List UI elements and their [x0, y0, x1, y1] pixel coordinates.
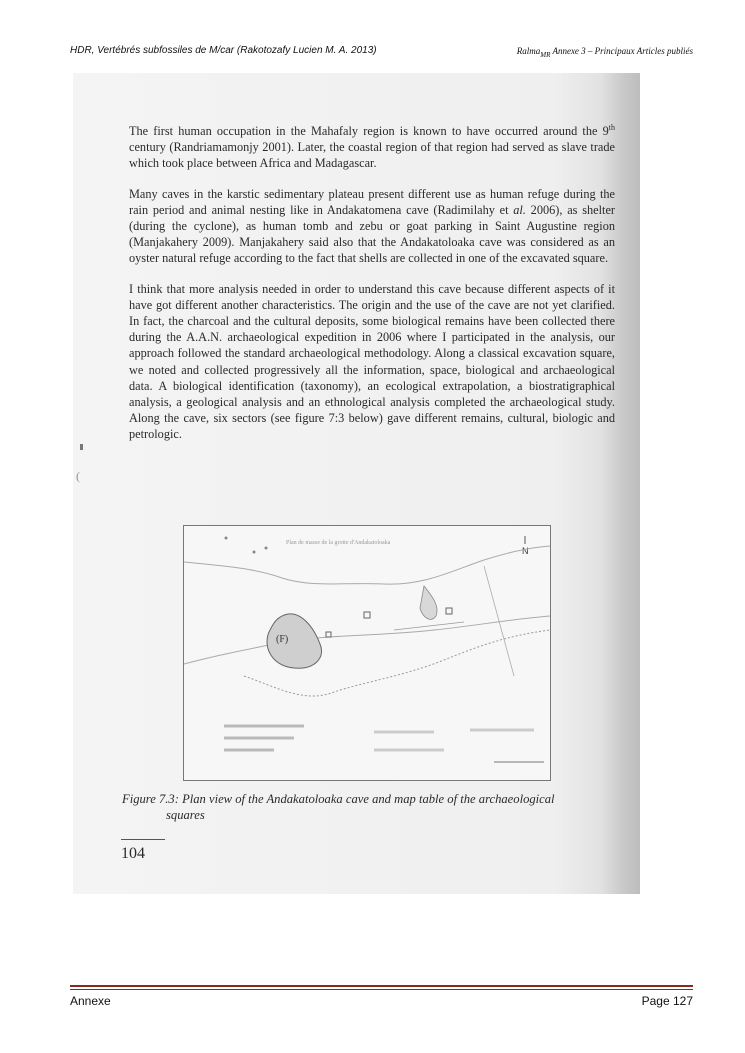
paragraph-2: Many caves in the karstic sedimentary plateau present different use as human refuge during the rain period and animal nesting like in Andakatomena cave (Radimilahy et al. 2006), as shelter (during the cyclone), as human tomb and zebu or goat parking in Saint Augustine region (Manjakahery 2009). Manjakahery said also that the Andakatoloaka cave was considered as an oyster natural refuge according to the fact that shells are collected in one of the excavated square.: [129, 186, 615, 266]
footer-page-number: Page 127: [641, 994, 693, 1008]
excavation-square: [364, 612, 370, 618]
page-number-rule: [121, 839, 165, 840]
map-point: [225, 537, 228, 540]
map-point: [253, 551, 256, 554]
north-arrow-label: N: [522, 546, 529, 556]
header-right-rest: Annexe 3 – Principaux Articles publiés: [550, 46, 693, 56]
scanned-page-number: 104: [121, 845, 145, 862]
footer-rule: [70, 985, 693, 987]
sector-f-label: (F): [276, 634, 289, 645]
running-header-left: HDR, Vertébrés subfossiles de M/car (Rakotozafy Lucien M. A. 2013): [70, 45, 377, 56]
margin-bracket: (: [76, 469, 80, 483]
map-point: [265, 547, 268, 550]
running-header-right: [517, 46, 693, 59]
scanned-page: [73, 73, 640, 894]
excavation-square: [326, 632, 331, 637]
caption-text-continued: squares: [166, 808, 205, 822]
paragraph-1: The first human occupation in the Mahafaly region is known to have occurred around the 9th century (Randriamamonjy 2001). Later, the coastal region of that region had served as slave trade which took place between Africa and Madagascar.: [129, 122, 615, 171]
cave-axis-line: [184, 616, 550, 664]
sector-cluster: [420, 586, 437, 619]
margin-mark: [80, 444, 83, 450]
map-line: [394, 622, 464, 630]
excavation-square: [446, 608, 452, 614]
header-right-sub: MR: [540, 50, 551, 59]
figure-caption: [122, 791, 592, 823]
footer-rule-thin: [70, 989, 693, 990]
cave-plan-map: [184, 526, 550, 780]
cave-plan-figure: [183, 525, 551, 781]
caption-text: Plan view of the Andakatoloaka cave and map table of the archaeological: [182, 792, 555, 806]
footer-left: Annexe: [70, 994, 111, 1008]
paragraph-3: I think that more analysis needed in order to understand this cave because different aspects of it have got different another characteristics. The origin and the use of the cave are not yet clarified. In fact, the charcoal and the cultural deposits, some biological remains have been collected there during the A.A.N. archaeological expedition in 2006 where I participated in the analysis, our approach followed the standard archaeological methodology. Along a classical excavation square, we noted and collected progressively all the information, space, biological and archaeological data. A biological identification (taxonomy), an ecological extrapolation, a biostratigraphical analysis, a geological analysis and an ethnological analysis completed the archaeological study. Along the cave, six sectors (see figure 7:3 below) gave different remains, cultural, biologic and petrologic.: [129, 281, 615, 442]
header-right-main: Ralma: [516, 46, 541, 56]
map-line: [484, 566, 514, 676]
upper-shoreline: [184, 546, 550, 584]
caption-label: Figure 7.3:: [122, 792, 179, 806]
scanned-text-block: [129, 123, 615, 457]
map-title: Plan de masse de la grotte d'Andakatoloaka: [286, 540, 391, 546]
